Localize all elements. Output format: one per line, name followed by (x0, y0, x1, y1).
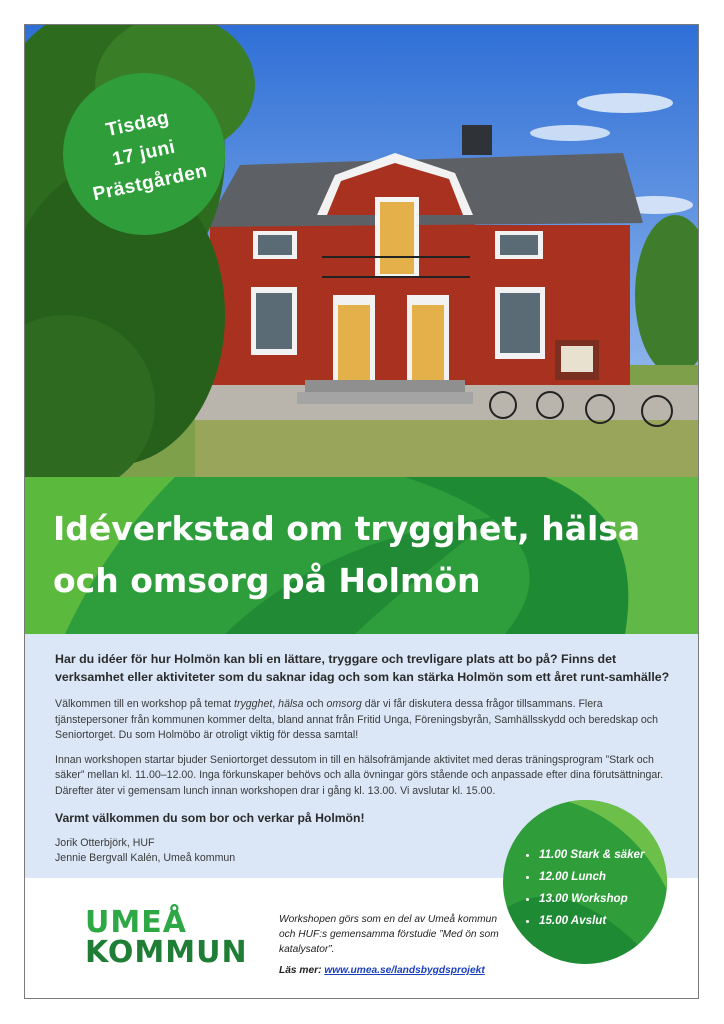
title-line-2: och omsorg på Holmön (53, 561, 481, 600)
logo-line-1: UMEÅ (85, 905, 187, 940)
paragraph-themes (55, 697, 675, 744)
poster (24, 24, 699, 999)
footnote-text: Workshopen görs som en del av Umeå kommun och HUF:s gemensamma förstudie ”Med ön som katalysator”. (279, 914, 499, 955)
theme-safety: trygghet (234, 698, 273, 710)
umea-kommun-logo (85, 905, 248, 970)
footnote (279, 912, 499, 978)
logo-line-2: KOMMUN (85, 935, 248, 970)
read-more (279, 963, 499, 978)
schedule-circle (503, 800, 667, 964)
theme-sep-1: , (272, 698, 279, 710)
schedule-item: • 13.00 Workshop (539, 888, 645, 910)
schedule-item: • 12.00 Lunch (539, 866, 645, 888)
headline-banner (25, 477, 699, 634)
date-badge-place: Prästgården (91, 160, 210, 206)
paragraph-program: Innan workshopen startar bjuder Seniortorget dessutom in till en hälsofrämjande aktivitet med deras träningsprogram ”Stark och säker” mellan kl. 11.00–12.00. Inga förkunskaper behövs och alla övningar görs stående och anpassade efter dina förutsättningar. Därefter äter vi gemensam lunch innan workshopen drar i gång kl. 13.00. Vi avslutar kl. 15.00. (55, 753, 664, 797)
schedule-item: • 15.00 Avslut (539, 910, 645, 932)
schedule-item: • 11.00 Stark & säker (539, 844, 645, 866)
theme-sep-2: och (303, 698, 327, 710)
organizer-1: Jorik Otterbjörk, HUF (55, 836, 155, 849)
schedule-list (525, 844, 645, 932)
title-line-1: Idéverkstad om trygghet, hälsa (53, 509, 641, 548)
paragraph-themes-end: där vi får diskutera dessa frågor tillsammans. Flera tjänstepersoner från kommunen kommer delta, bland annat från Fritid Unga, Föreningsbyrån, Samhällsskydd och beredskap och Seniortorget. Du som Holmöbo är otroligt viktig för dessa samtal! (55, 698, 658, 742)
welcome-text: Varmt välkommen du som bor och verkar på Holmön! (55, 810, 365, 825)
paragraph-themes-start: Välkommen till en workshop på temat (55, 698, 234, 710)
page-title (53, 503, 640, 607)
date-badge-date: 17 juni (110, 136, 178, 171)
theme-health: hälsa (278, 698, 304, 710)
read-more-link[interactable]: www.umea.se/landsbygdsprojekt (324, 965, 485, 976)
organizer-2: Jennie Bergvall Kalén, Umeå kommun (55, 852, 236, 865)
theme-care: omsorg (326, 698, 362, 710)
intro-paragraph: Har du idéer för hur Holmön kan bli en lättare, tryggare och trevligare plats att bo på? Finns det verksamhet eller aktiviteter som du saknar idag och som kan stärka Holmön som ett året runt-samhälle? (55, 652, 670, 684)
date-badge-day: Tisdag (104, 107, 172, 142)
read-more-label: Läs mer: (279, 965, 322, 976)
house-photo (25, 25, 699, 477)
